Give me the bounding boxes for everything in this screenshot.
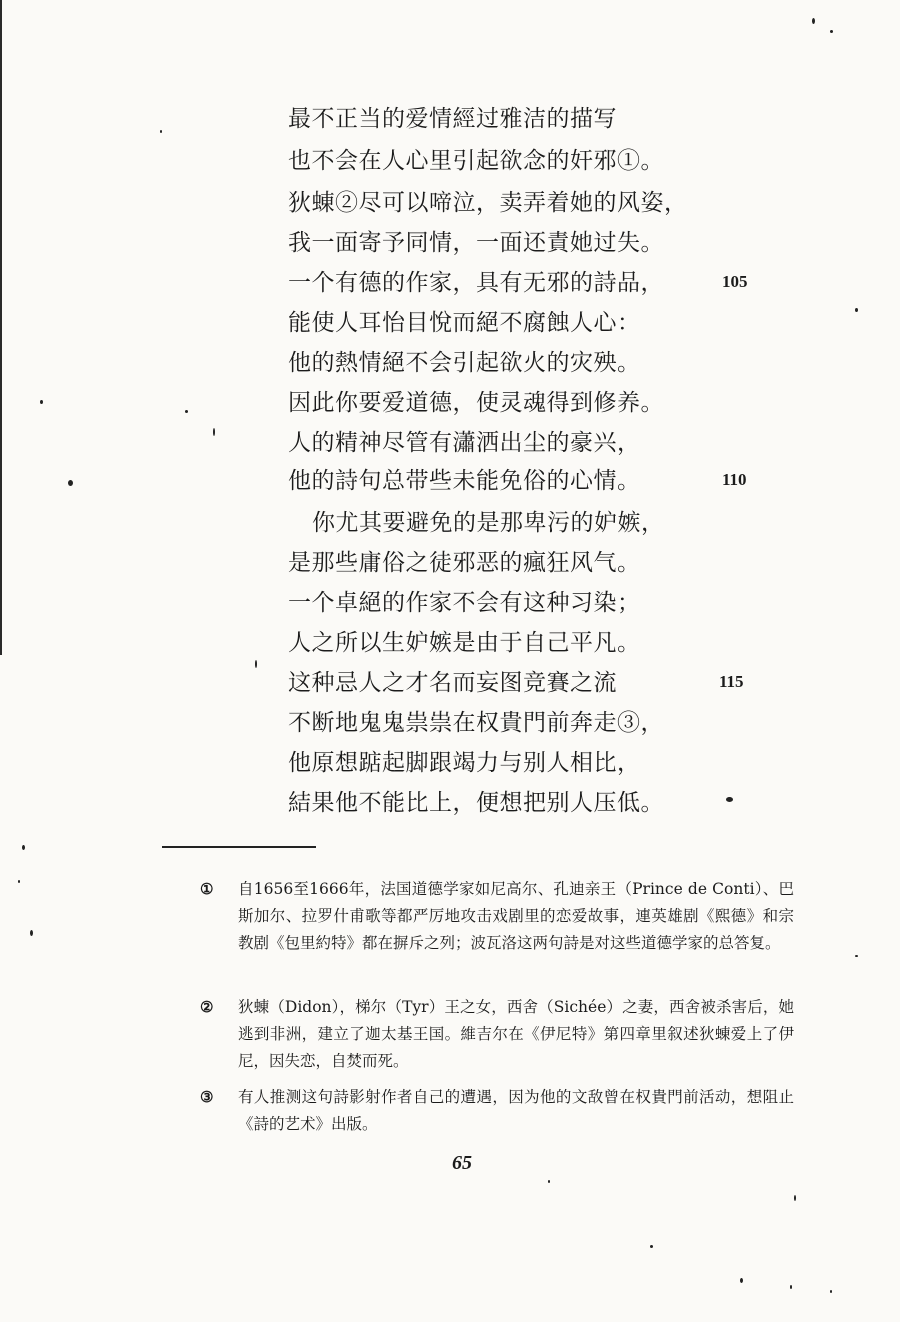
verse-line: 能使人耳怡目悅而絕不腐蝕人心：	[288, 310, 641, 336]
line-number: 105	[722, 272, 748, 291]
footnote-mark: ③	[200, 1088, 214, 1106]
verse-line: 他的詩句总带些未能免俗的心情。	[288, 468, 641, 494]
verse-line: 因此你要爱道德，使灵魂得到修养。	[288, 390, 664, 416]
line-number: 115	[719, 672, 744, 691]
verse-line: 他原想踮起脚跟竭力与别人相比，	[288, 750, 641, 776]
scan-speck	[22, 845, 25, 850]
footnote-rule	[162, 846, 316, 848]
scan-speck	[160, 130, 162, 133]
verse-line: 他的熱情絕不会引起欲火的灾殃。	[288, 350, 641, 376]
scan-speck	[548, 1180, 550, 1183]
verse-line: 結果他不能比上，便想把别人压低。	[288, 790, 664, 816]
scan-speck	[726, 797, 733, 802]
scan-speck	[40, 400, 43, 404]
scan-speck	[855, 955, 858, 957]
scan-speck	[790, 1285, 792, 1289]
verse-line: 一个卓絕的作家不会有这种习染；	[288, 590, 641, 616]
scan-edge	[0, 0, 2, 655]
scan-speck	[740, 1278, 743, 1283]
scan-speck	[185, 410, 188, 413]
line-number: 110	[722, 470, 747, 489]
page-number: 65	[452, 1152, 472, 1174]
verse-line: 人的精神尽管有瀟洒出尘的豪兴，	[288, 430, 641, 456]
scan-speck	[794, 1195, 796, 1201]
verse-line: 我一面寄予同情，一面还責她过失。	[288, 230, 664, 256]
scan-speck	[213, 428, 215, 436]
scan-speck	[255, 660, 257, 668]
footnote-text: 狄蝀（Didon），梯尔（Tyr）王之女，西舍（Sichée）之妻，西舍被杀害后，她逃到非洲，建立了迦太基王国。維吉尔在《伊尼特》第四章里叙述狄蝀爱上了伊尼，因失恋，自焚而死。	[238, 998, 794, 1070]
verse-line: 是那些庸俗之徒邪恶的瘋狂风气。	[288, 550, 641, 576]
verse-line: 狄蝀②尽可以啼泣，卖弄着她的风姿，	[288, 190, 688, 216]
scan-speck	[812, 18, 815, 24]
scan-speck	[830, 1290, 832, 1293]
verse-line: 一个有德的作家，具有无邪的詩品，	[288, 270, 664, 296]
scan-speck	[30, 930, 33, 936]
verse-line: 这种忌人之才名而妄图竞賽之流	[288, 670, 617, 696]
verse-line: 人之所以生妒嫉是由于自己平凡。	[288, 630, 641, 656]
scan-speck	[830, 30, 833, 33]
verse-line: 也不会在人心里引起欲念的奸邪①。	[288, 148, 664, 174]
footnote-mark: ②	[200, 998, 214, 1016]
footnote-text: 有人推测这句詩影射作者自己的遭遇，因为他的文敌曾在权貴門前活动，想阻止《詩的艺术》出版。	[238, 1088, 794, 1133]
scan-speck	[18, 880, 20, 883]
footnote-mark: ①	[200, 880, 214, 898]
footnote-text: 自1656至1666年，法国道德学家如尼高尔、孔迪亲王（Prince de Conti）、巴斯加尔、拉罗什甫歌等都严厉地攻击戏剧里的恋爱故事，連英雄剧《熙德》和宗教剧《包里約特》都在摒斥之列；波瓦洛这两句詩是对这些道德学家的总答复。	[238, 880, 794, 952]
scan-speck	[68, 480, 73, 486]
verse-line: 不断地鬼鬼祟祟在权貴門前奔走③，	[288, 710, 664, 736]
scan-speck	[855, 308, 858, 312]
verse-line: 最不正当的爱情經过雅洁的描写	[288, 106, 617, 132]
scan-speck	[650, 1245, 653, 1248]
verse-line: 你尤其要避免的是那卑污的妒嫉，	[312, 510, 665, 536]
